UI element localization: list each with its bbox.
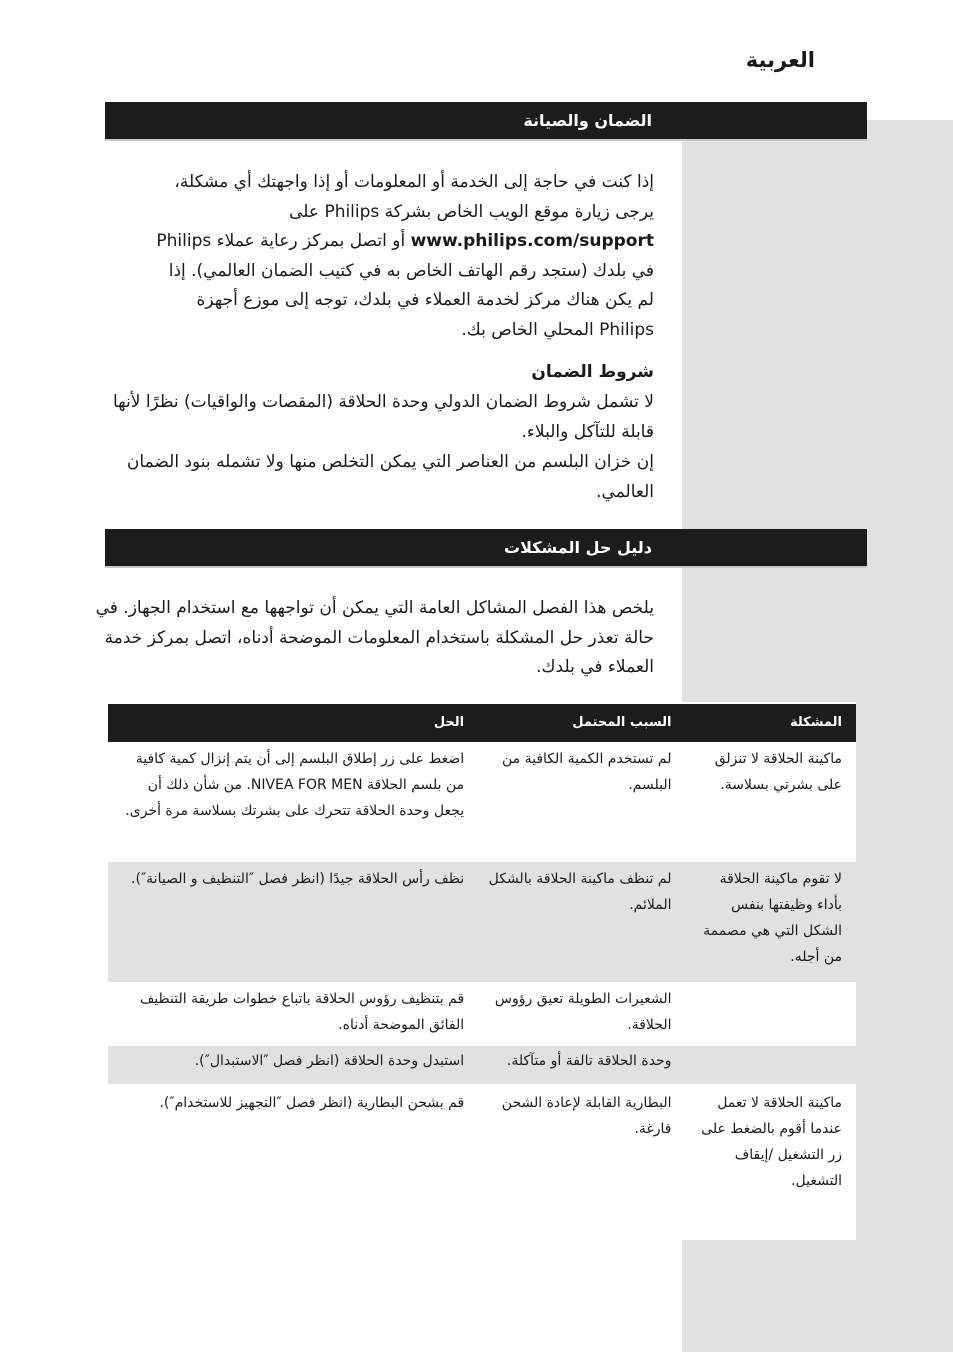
cell-cause: البطارية القابلة لإعادة الشحن فارغة. bbox=[501, 1095, 672, 1137]
terms-paragraph-2: إن خزان البلسم من العناصر التي يمكن التخلص منها ولا تشمله بنود الضمان العالمي. bbox=[126, 452, 654, 502]
troubleshooting-intro: يلخص هذا الفصل المشاكل العامة التي يمكن أن تواجهها مع استخدام الجهاز. في حالة تعذر حل المشكلة باستخدام المعلومات الموضحة أدناه، اتصل بمركز خدمة العملاء في بلدك. bbox=[95, 598, 654, 677]
solution-text-b: . من شأن ذلك أن يجعل وحدة الحلاقة تتحرك على بشرتك بسلاسة مرة أخرى. bbox=[125, 777, 465, 819]
contact-line-6b: المحلي الخاص بك. bbox=[461, 319, 600, 340]
side-shade-strip bbox=[856, 702, 953, 1240]
support-url[interactable]: www.philips.com/support bbox=[410, 231, 654, 251]
header-solution: الحل bbox=[108, 704, 478, 742]
solution-text-a: اضغط على زر إطلاق البلسم إلى أن يتم إنزال كمية كافية من بلسم الحلاقة bbox=[135, 751, 465, 793]
cell-cause: الشعيرات الطويلة تعيق رؤوس الحلاقة. bbox=[494, 991, 672, 1033]
language-label: العربية bbox=[745, 48, 815, 72]
cell-problem: ماكينة الحلاقة لا تعمل عندما أقوم بالضغط على زر التشغيل /إيقاف التشغيل. bbox=[701, 1095, 842, 1189]
section-title-shadow bbox=[105, 566, 867, 568]
cell-solution: قم بتنظيف رؤوس الحلاقة باتباع خطوات طريقة التنظيف الفائق الموضحة أدناه. bbox=[139, 991, 465, 1033]
cell-cause: وحدة الحلاقة تالفة أو متآكلة. bbox=[478, 1046, 685, 1084]
brand-name: Philips bbox=[324, 201, 380, 222]
contact-line-5: لم يكن هناك مركز لخدمة العملاء في بلدك، توجه إلى موزع أجهزة bbox=[196, 290, 654, 310]
brand-name: Philips bbox=[156, 231, 212, 251]
cell-problem: لا تقوم ماكينة الحلاقة بأداء وظيفتها بنفس الشكل التي هي مصممة من أجله. bbox=[685, 862, 856, 982]
table-row bbox=[108, 862, 856, 982]
cell-problem bbox=[685, 982, 856, 1046]
contact-line-2a: يرجى زيارة موقع الويب الخاص بشركة bbox=[379, 201, 654, 222]
cell-cause: لم تنظف ماكينة الحلاقة بالشكل الملائم. bbox=[478, 862, 685, 982]
contact-line-3b: أو اتصل بمركز رعاية عملاء bbox=[211, 231, 411, 251]
cell-solution bbox=[108, 742, 478, 862]
section-title-guarantee: الضمان والصيانة bbox=[105, 102, 867, 139]
side-shade-bottom bbox=[682, 1240, 953, 1352]
cell-cause: لم تستخدم الكمية الكافية من البلسم. bbox=[501, 751, 672, 793]
table-row bbox=[108, 1084, 856, 1200]
brand-name: Philips bbox=[599, 319, 654, 340]
header-cause: السبب المحتمل bbox=[478, 704, 685, 742]
terms-paragraph-1: لا تشمل شروط الضمان الدولي وحدة الحلاقة (المقصات والواقيات) نظرًا لأنها قابلة للتآكل والبلاء. bbox=[112, 392, 654, 442]
cell-problem bbox=[685, 1046, 856, 1084]
cell-solution: نظف رأس الحلاقة جيدًا (انظر فصل ″التنظيف و الصيانة″). bbox=[108, 862, 478, 982]
table-row bbox=[108, 742, 856, 862]
troubleshooting-table bbox=[108, 704, 856, 1200]
cell-solution: استبدل وحدة الحلاقة (انظر فصل ″الاستبدال″). bbox=[108, 1046, 478, 1084]
header-problem: المشكلة bbox=[685, 704, 856, 742]
terms-heading: شروط الضمان bbox=[531, 362, 654, 382]
contact-line-1: إذا كنت في حاجة إلى الخدمة أو المعلومات أو إذا واجهتك أي مشكلة، bbox=[174, 172, 654, 192]
section-title-shadow bbox=[105, 139, 867, 141]
cell-problem: ماكينة الحلاقة لا تنزلق على بشرتي بسلاسة. bbox=[714, 751, 842, 793]
contact-line-4: في بلدك (ستجد رقم الهاتف الخاص به في كتيب الضمان العالمي). إذا bbox=[168, 260, 654, 281]
table-row bbox=[108, 982, 856, 1046]
contact-line-2b: على bbox=[289, 201, 325, 222]
cell-solution: قم بشحن البطارية (انظر فصل ″التجهيز للاستخدام″). bbox=[159, 1095, 465, 1111]
section-title-troubleshooting: دليل حل المشكلات bbox=[105, 529, 867, 566]
table-row bbox=[108, 1046, 856, 1084]
table-header-row bbox=[108, 704, 856, 742]
product-brand: NIVEA FOR MEN bbox=[250, 777, 363, 793]
side-shade-top bbox=[682, 120, 953, 702]
guarantee-contact-paragraph bbox=[94, 168, 654, 345]
